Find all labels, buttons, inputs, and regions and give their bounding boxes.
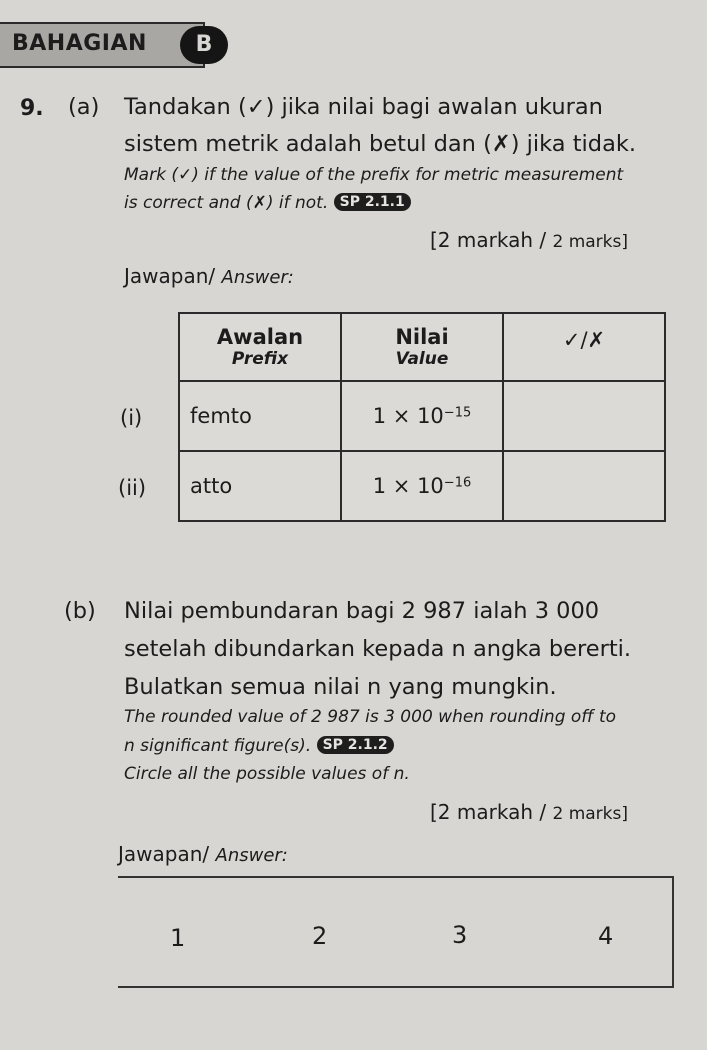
part-a-ms-line1: Tandakan (✓) jika nilai bagi awalan ukuran — [124, 94, 603, 120]
part-a-marks-en: 2 marks] — [552, 232, 628, 252]
choice-2[interactable]: 2 — [312, 922, 328, 950]
part-b-answer-ms: Jawapan/ — [118, 842, 216, 866]
part-b-label: (b) — [64, 598, 96, 624]
part-b-marks-en: 2 marks] — [552, 804, 628, 824]
part-a-en-line1: Mark (✓) if the value of the prefix for metric measurement — [124, 165, 624, 185]
answer-cell-femto[interactable] — [503, 381, 665, 451]
header-prefix — [179, 313, 341, 381]
part-a-marks — [430, 228, 628, 252]
part-b-answer-en: Answer: — [215, 845, 288, 866]
cell-prefix-femto — [179, 381, 341, 451]
part-a-answer-label — [124, 264, 294, 288]
cell-prefix-atto — [179, 451, 341, 521]
row-label-ii: (ii) — [118, 476, 147, 500]
sp-badge-a: SP 2.1.1 — [334, 193, 411, 211]
part-a-en-line2-container — [124, 190, 411, 216]
value-atto-exp: −16 — [443, 475, 472, 491]
prefix-table — [178, 312, 666, 522]
part-b-en-line2-container — [124, 733, 394, 759]
header-prefix-en: Prefix — [231, 349, 289, 369]
sp-badge-b: SP 2.1.2 — [317, 736, 394, 754]
part-b-ms-line3: Bulatkan semua nilai n yang mungkin. — [124, 674, 557, 700]
section-header — [0, 22, 240, 68]
part-b-answer-label — [118, 842, 288, 866]
choice-4[interactable]: 4 — [598, 922, 614, 950]
question-number: 9. — [20, 96, 44, 121]
part-a-answer-ms: Jawapan/ — [124, 264, 222, 288]
header-value-en: Value — [395, 349, 449, 369]
table-header-row — [179, 313, 665, 381]
part-b-marks-ms: [2 markah / — [430, 800, 553, 824]
header-mark-symbol: ✓/✗ — [562, 328, 606, 352]
part-a-marks-ms: [2 markah / — [430, 228, 553, 252]
part-b-ms-line1: Nilai pembundaran bagi 2 987 ialah 3 000 — [124, 598, 600, 624]
prefix-femto: femto — [190, 404, 252, 428]
value-femto-coef: 1 × 10 — [372, 404, 444, 428]
section-label: BAHAGIAN — [12, 31, 147, 56]
answer-box-b — [118, 876, 674, 988]
table-row — [179, 381, 665, 451]
value-atto-coef: 1 × 10 — [372, 474, 444, 498]
choice-3[interactable]: 3 — [452, 921, 468, 949]
section-letter: B — [180, 26, 228, 64]
part-b-en-line1: The rounded value of 2 987 is 3 000 when rounding off to — [124, 707, 617, 727]
header-value — [341, 313, 503, 381]
header-prefix-ms: Awalan — [216, 325, 304, 349]
part-a-en-line2: is correct and (✗) if not. — [124, 193, 329, 213]
choice-1[interactable]: 1 — [170, 924, 186, 952]
part-b-en-line3: Circle all the possible values of n. — [124, 764, 410, 784]
cell-value-femto — [341, 381, 503, 451]
header-mark — [503, 313, 665, 381]
cell-value-atto — [341, 451, 503, 521]
part-b-ms-line2: setelah dibundarkan kepada n angka bererti. — [124, 636, 632, 662]
header-value-ms: Nilai — [395, 325, 449, 349]
part-a-answer-en: Answer: — [221, 267, 294, 288]
answer-cell-atto[interactable] — [503, 451, 665, 521]
row-label-i: (i) — [120, 406, 143, 430]
part-a-ms-line2: sistem metrik adalah betul dan (✗) jika tidak. — [124, 131, 637, 157]
part-b-marks — [430, 800, 628, 824]
part-a-label: (a) — [68, 94, 100, 120]
prefix-atto: atto — [190, 474, 233, 498]
part-b-en-line2: n significant figure(s). — [124, 736, 312, 756]
value-femto-exp: −15 — [443, 405, 472, 421]
table-row — [179, 451, 665, 521]
